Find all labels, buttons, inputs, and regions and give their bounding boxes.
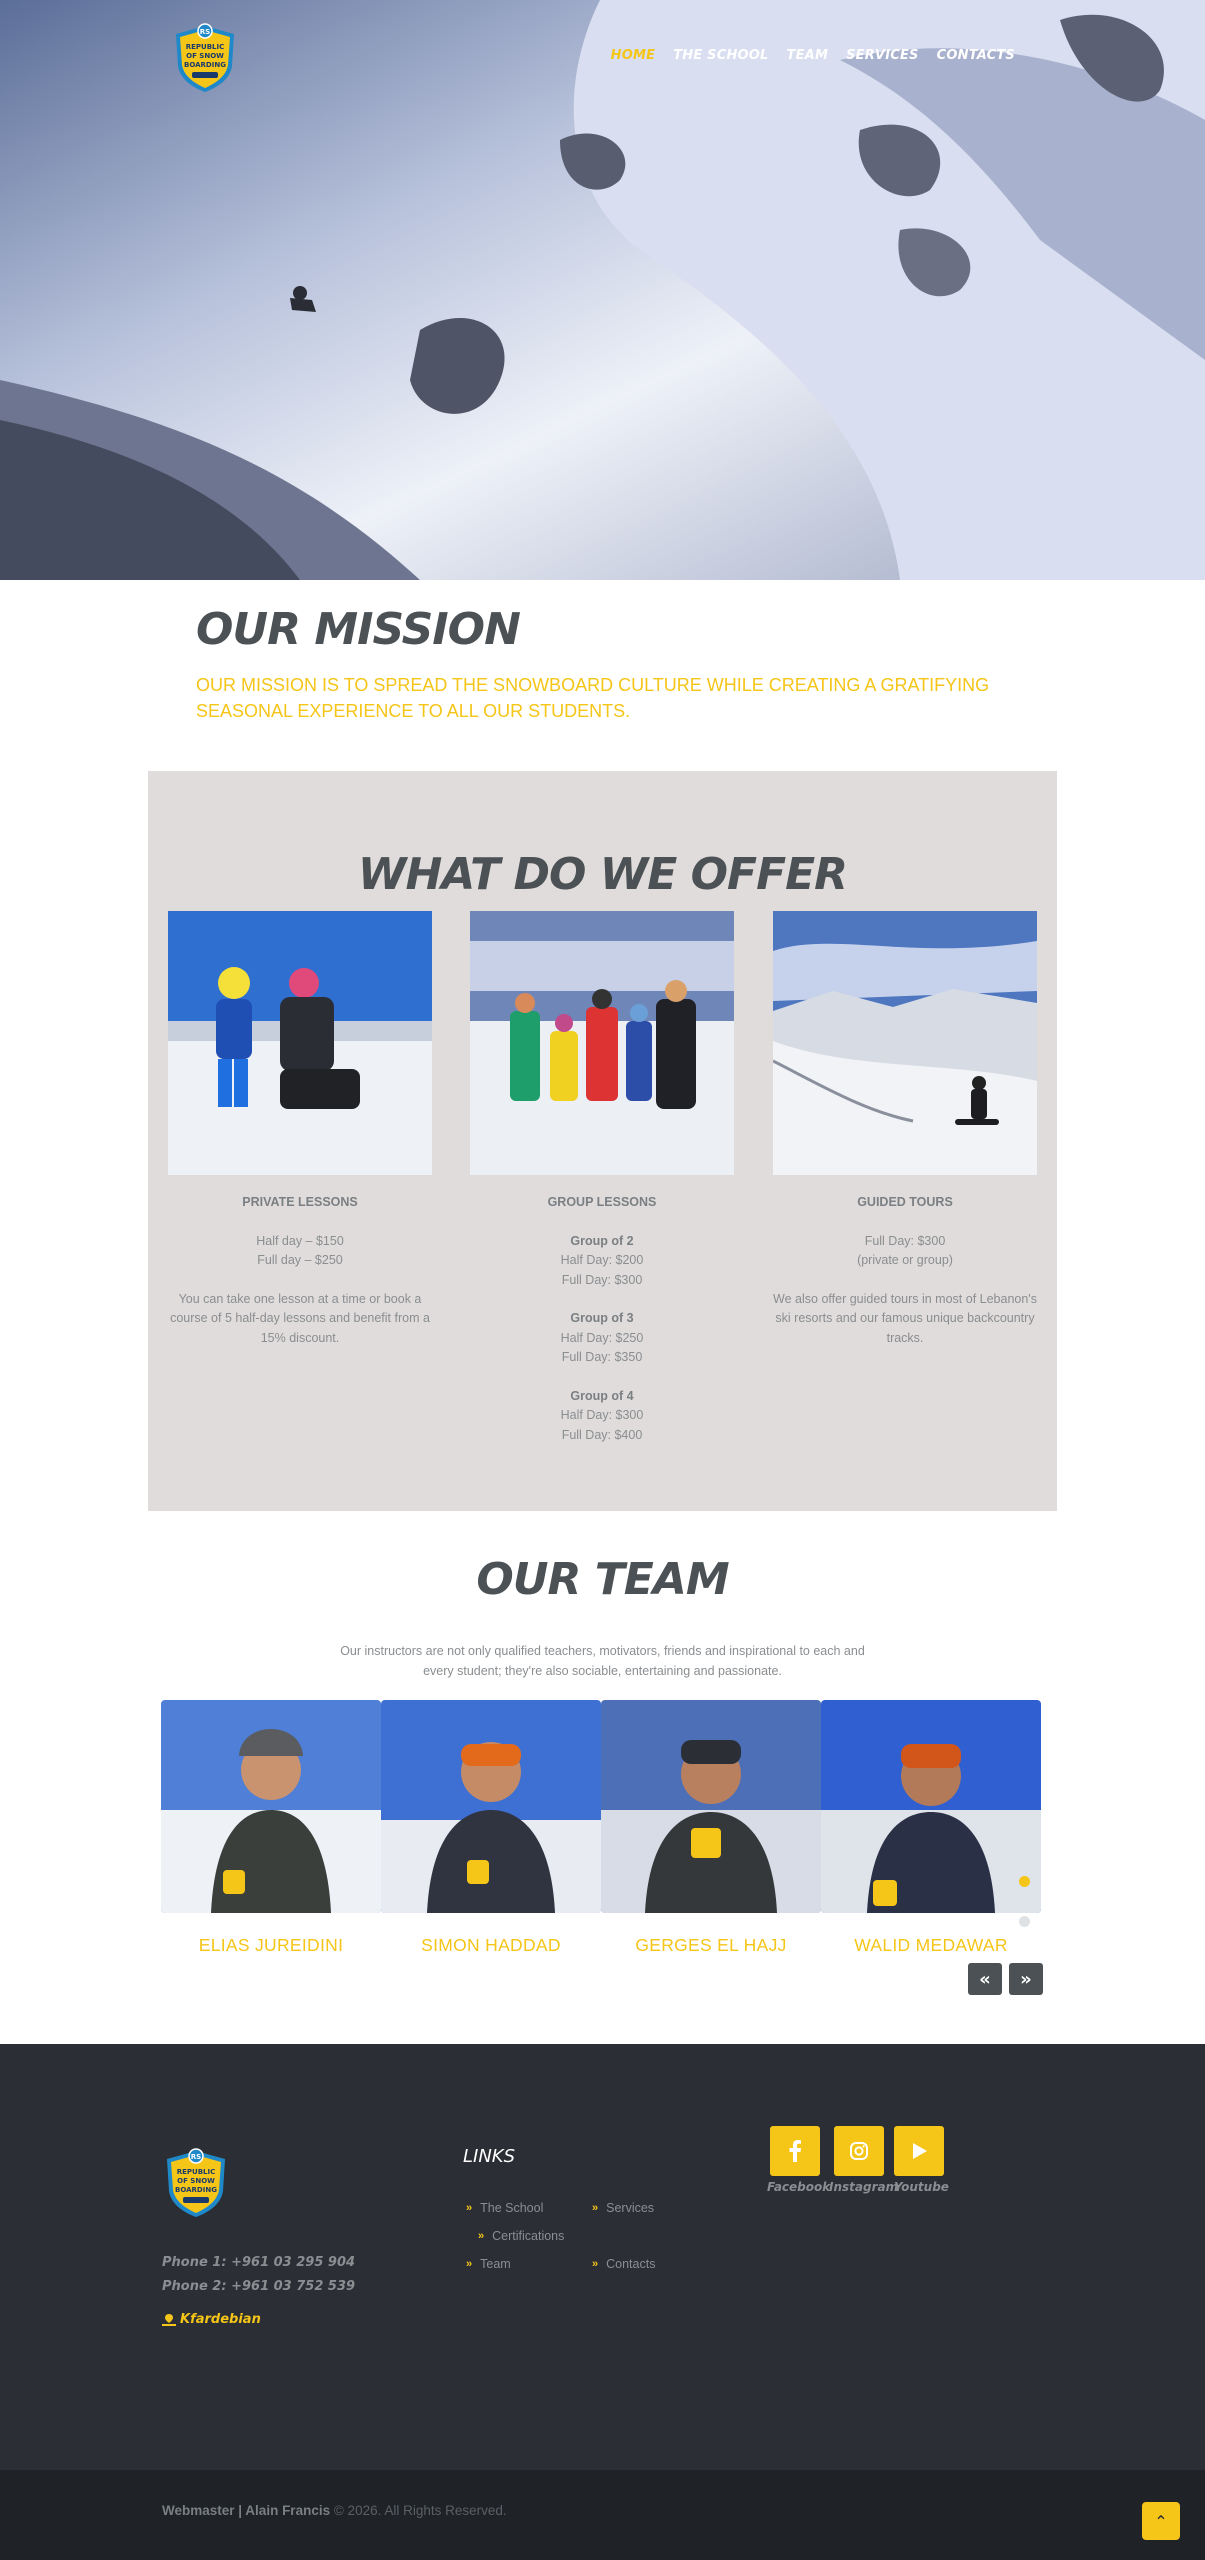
team-member-photo bbox=[161, 1700, 381, 1913]
instagram-button[interactable] bbox=[834, 2126, 884, 2176]
footer-location-label: Kfardebian bbox=[180, 2312, 261, 2327]
guided-tours-photo bbox=[773, 911, 1037, 1175]
double-chevron-left-icon: « bbox=[979, 1968, 991, 1990]
nav-services[interactable]: SERVICES bbox=[846, 48, 919, 63]
chevron-right-icon: » bbox=[466, 2258, 473, 2270]
team-member-card[interactable] bbox=[601, 1700, 821, 1956]
team-member-name: GERGES EL HAJJ bbox=[635, 1935, 787, 1955]
republic-of-snowboarding-logo-icon bbox=[162, 2147, 230, 2219]
footer-link-team[interactable] bbox=[466, 2257, 511, 2271]
copyright-text bbox=[162, 2503, 507, 2518]
footer-link-contacts[interactable] bbox=[592, 2257, 655, 2271]
mission-text: OUR MISSION IS TO SPREAD THE SNOWBOARD CULTURE WHILE CREATING A GRATIFYING SEASONAL EXPERIENCE TO ALL OUR STUDENTS. bbox=[196, 675, 990, 721]
svg-text:REPUBLIC: REPUBLIC bbox=[185, 43, 225, 51]
team-member-photo bbox=[821, 1700, 1041, 1913]
group-of-3-title: Group of 3 bbox=[570, 1311, 634, 1325]
footer-location[interactable] bbox=[162, 2312, 261, 2327]
offer-private-lessons bbox=[164, 911, 436, 1348]
svg-text:OF SNOW: OF SNOW bbox=[186, 52, 224, 60]
republic-of-snowboarding-logo-icon bbox=[172, 22, 238, 94]
footer-link-certifications[interactable] bbox=[478, 2229, 564, 2243]
group-of-4-full-day: Full Day: $400 bbox=[561, 1427, 643, 1442]
guided-tours-full-day: Full Day: $300 bbox=[864, 1233, 946, 1248]
group-of-2-prices bbox=[466, 1232, 738, 1291]
private-lessons-heading: PRIVATE LESSONS bbox=[242, 1195, 358, 1209]
scroll-to-top-button[interactable] bbox=[1142, 2502, 1180, 2540]
chevron-right-icon: » bbox=[466, 2202, 473, 2214]
mission-title: OUR MISSION bbox=[196, 604, 520, 655]
group-of-4-half-day: Half Day: $300 bbox=[560, 1408, 644, 1422]
group-of-4-prices bbox=[466, 1387, 738, 1446]
group-lessons-heading: GROUP LESSONS bbox=[547, 1195, 657, 1209]
footer-links-title: LINKS bbox=[463, 2146, 516, 2167]
nav-contacts[interactable]: CONTACTS bbox=[936, 48, 1015, 63]
footer-link-services[interactable] bbox=[592, 2201, 654, 2215]
footer-link-label: The School bbox=[480, 2201, 544, 2215]
chevron-right-icon: » bbox=[478, 2230, 485, 2242]
team-title: OUR TEAM bbox=[476, 1554, 729, 1605]
guided-tours-prices bbox=[769, 1232, 1041, 1271]
group-of-3-full-day: Full Day: $350 bbox=[561, 1350, 643, 1364]
team-member-name: ELIAS JUREIDINI bbox=[198, 1935, 344, 1955]
group-of-3-half-day: Half Day: $250 bbox=[560, 1330, 644, 1345]
offer-title: WHAT DO WE OFFER bbox=[357, 849, 848, 900]
webmaster-credit[interactable]: Webmaster | Alain Francis bbox=[162, 2503, 331, 2518]
instagram-label[interactable]: Instagram bbox=[829, 2180, 899, 2194]
svg-text:RS: RS bbox=[190, 2153, 202, 2161]
team-member-name: WALID MEDAWAR bbox=[854, 1935, 1008, 1955]
private-lessons-prices bbox=[164, 1232, 436, 1271]
footer-link-label: Certifications bbox=[492, 2229, 565, 2243]
svg-text:BOARDING: BOARDING bbox=[184, 61, 226, 69]
group-of-2-half-day: Half Day: $200 bbox=[560, 1253, 644, 1267]
chevron-right-icon: » bbox=[592, 2202, 599, 2214]
chevron-right-icon: » bbox=[592, 2258, 599, 2270]
svg-text:RS: RS bbox=[199, 28, 211, 36]
location-pin-icon bbox=[162, 2313, 176, 2326]
youtube-label[interactable]: Youtube bbox=[894, 2180, 949, 2194]
carousel-prev-button[interactable] bbox=[968, 1963, 1002, 1995]
svg-text:OF SNOW: OF SNOW bbox=[177, 2177, 215, 2185]
facebook-label[interactable]: Facebook bbox=[767, 2180, 831, 2194]
nav-home[interactable]: HOME bbox=[610, 48, 656, 63]
offer-guided-tours bbox=[769, 911, 1041, 1348]
copyright-notice: © 2026. All Rights Reserved. bbox=[333, 2503, 507, 2518]
offer-group-lessons bbox=[466, 911, 738, 1445]
instagram-icon bbox=[849, 2141, 869, 2161]
footer-link-the-school[interactable] bbox=[466, 2201, 543, 2215]
private-half-day-price: Half day – $150 bbox=[256, 1233, 344, 1248]
private-lessons-note: You can take one lesson at a time or book a course of 5 half-day lessons and benefit from a 15% discount. bbox=[170, 1291, 430, 1345]
carousel-dot-active[interactable] bbox=[1019, 1876, 1030, 1887]
svg-text:BOARDING: BOARDING bbox=[175, 2186, 217, 2194]
team-member-card[interactable] bbox=[821, 1700, 1041, 1956]
footer-link-label: Team bbox=[480, 2257, 511, 2271]
chevron-up-icon: ⌃ bbox=[1154, 2511, 1168, 2531]
youtube-play-icon bbox=[910, 2142, 928, 2160]
team-member-card[interactable] bbox=[381, 1700, 601, 1956]
youtube-button[interactable] bbox=[894, 2126, 944, 2176]
private-lesson-photo bbox=[168, 911, 432, 1175]
main-navigation bbox=[611, 48, 1015, 63]
carousel-dot[interactable] bbox=[1019, 1916, 1030, 1927]
group-of-3-prices bbox=[466, 1309, 738, 1368]
team-member-photo bbox=[601, 1700, 821, 1913]
facebook-button[interactable] bbox=[770, 2126, 820, 2176]
hero-banner bbox=[0, 0, 1205, 580]
team-member-name: SIMON HADDAD bbox=[421, 1935, 561, 1955]
team-member-photo bbox=[381, 1700, 601, 1913]
private-full-day-price: Full day – $250 bbox=[257, 1253, 343, 1267]
team-intro-text: Our instructors are not only qualified teachers, motivators, friends and inspirational to each and every student; they're also sociable, entertaining and passionate. bbox=[340, 1644, 865, 1678]
guided-tours-sub: (private or group) bbox=[857, 1253, 953, 1267]
footer-link-label: Services bbox=[606, 2201, 655, 2215]
site-logo[interactable] bbox=[172, 22, 238, 94]
group-of-4-title: Group of 4 bbox=[570, 1388, 634, 1403]
offer-section bbox=[148, 771, 1057, 1511]
footer-link-label: Contacts bbox=[606, 2257, 656, 2271]
nav-team[interactable]: TEAM bbox=[786, 48, 829, 63]
facebook-icon bbox=[788, 2140, 802, 2162]
carousel-next-button[interactable] bbox=[1009, 1963, 1043, 1995]
footer-logo[interactable] bbox=[162, 2147, 230, 2219]
guided-tours-heading: GUIDED TOURS bbox=[857, 1195, 953, 1209]
guided-tours-note: We also offer guided tours in most of Lebanon's ski resorts and our famous unique backcountry tracks. bbox=[773, 1291, 1037, 1345]
svg-text:REPUBLIC: REPUBLIC bbox=[176, 2168, 216, 2176]
footer-phone-1[interactable]: Phone 1: +961 03 295 904 bbox=[162, 2255, 356, 2270]
double-chevron-right-icon: » bbox=[1020, 1968, 1032, 1990]
group-of-2-full-day: Full Day: $300 bbox=[561, 1272, 643, 1287]
nav-the-school[interactable]: THE SCHOOL bbox=[673, 48, 769, 63]
group-of-2-title: Group of 2 bbox=[570, 1233, 634, 1248]
team-member-card[interactable] bbox=[161, 1700, 381, 1956]
group-lesson-photo bbox=[470, 911, 734, 1175]
footer-phone-2[interactable]: Phone 2: +961 03 752 539 bbox=[162, 2279, 356, 2294]
